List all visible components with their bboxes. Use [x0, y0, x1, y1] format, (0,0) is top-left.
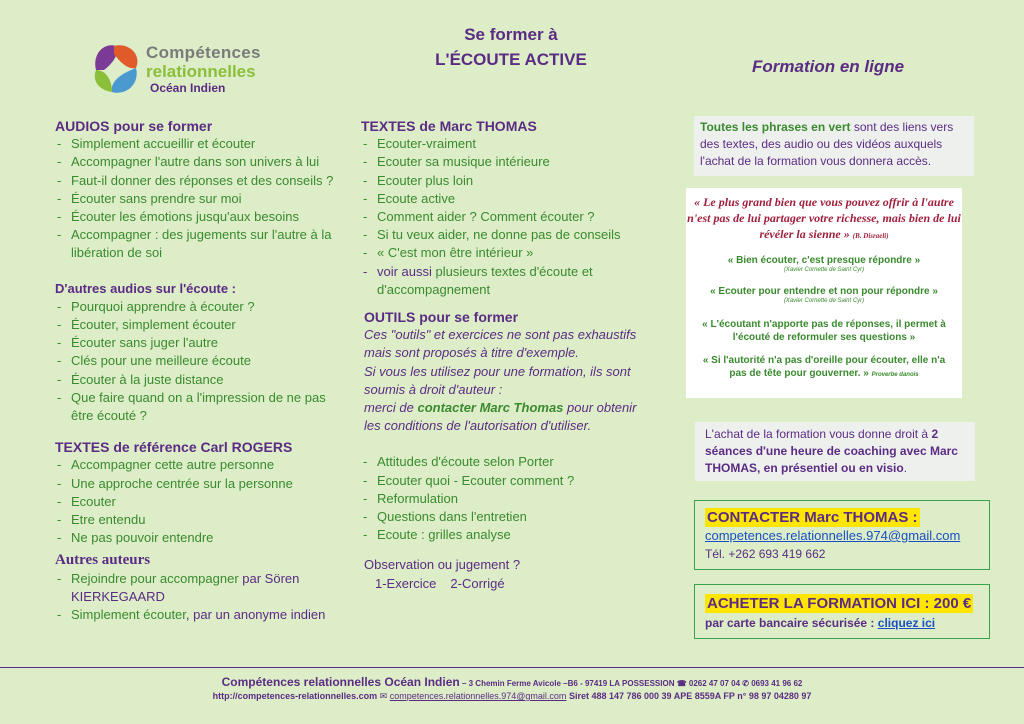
list-item[interactable]: - Faut-il donner des réponses et des conseils ? — [55, 172, 350, 190]
audios-heading: AUDIOS pour se former — [55, 118, 213, 134]
outils-list — [361, 453, 646, 544]
list-item[interactable]: - Ecoute : grilles analyse — [361, 526, 646, 544]
list-item — [55, 570, 350, 606]
quote-2-source: (Xavier Cornette de Saint Cyr) — [783, 267, 865, 273]
mail-icon: ✉ — [377, 691, 390, 701]
autres-list — [55, 570, 350, 625]
list-item[interactable]: - Ne pas pouvoir entendre — [55, 529, 350, 547]
exercises — [375, 575, 646, 593]
title-line-1: Se former à — [464, 25, 558, 44]
quote-1-text: « Le plus grand bien que vous pouvez offrir à l'autre n'est pas de lui partager votre richesse, mais bien de lui révéler la sienne » — [687, 195, 961, 241]
list-item[interactable]: - Pourquoi apprendre à écouter ? — [55, 298, 350, 316]
buy-link[interactable]: cliquez ici — [877, 616, 936, 630]
left-column — [55, 117, 350, 624]
outils-p2: Si vous les utilisez pour une formation, ils sont soumis à droit d'auteur : — [364, 363, 631, 397]
contact-phone: Tél. +262 693 419 662 — [705, 547, 826, 561]
quote-3-source: (Xavier Cornette de Saint Cyr) — [783, 298, 865, 304]
autres-link-2[interactable]: Simplement écouter — [71, 607, 186, 623]
contact-email-link[interactable]: competences.relationnelles.974@gmail.com — [705, 528, 961, 543]
footer-org: Compétences relationnelles Océan Indien — [221, 675, 460, 689]
list-item[interactable]: - Écouter, simplement écouter — [55, 316, 350, 334]
observation-label: Observation ou jugement ? — [364, 557, 521, 573]
page-title — [380, 22, 642, 72]
list-item[interactable]: - Ecouter sa musique intérieure — [361, 153, 646, 171]
footer-legal: Siret 488 147 786 000 39 APE 8559A FP n° 98 97 04280 97 — [566, 691, 812, 701]
quote-5-source: Proverbe danois — [871, 372, 919, 378]
outils-p3-c: pour obtenir les conditions de l'autorisation d'utiliser. — [364, 400, 637, 434]
outils-heading: OUTILS pour se former — [364, 309, 519, 326]
rogers-list — [55, 456, 350, 547]
logo-text-3: Océan Indien — [150, 81, 226, 95]
footer-line-2 — [0, 691, 1024, 702]
list-item[interactable]: - Ecouter — [55, 493, 350, 511]
footer-line-1 — [0, 675, 1024, 689]
list-item[interactable]: - Clés pour une meilleure écoute — [55, 352, 350, 370]
outils-p3 — [364, 399, 646, 435]
list-item[interactable]: - Etre entendu — [55, 511, 350, 529]
list-item[interactable]: - Accompagner cette autre personne — [55, 456, 350, 474]
buy-box — [694, 584, 990, 639]
audios-list — [55, 135, 350, 262]
info-box — [694, 116, 974, 176]
logo — [90, 40, 290, 100]
list-item[interactable]: - Écouter les émotions jusqu'aux besoins — [55, 208, 350, 226]
achat-box: L'achat de la formation vous donne droit à 2 séances d'une heure de coaching avec Marc THOMAS, en présentiel ou en visio. — [695, 422, 975, 481]
list-item — [361, 263, 646, 299]
outils-p1: Ces "outils" et exercices ne sont pas exhaustifs mais sont proposés à titre d'exemple. — [364, 327, 637, 361]
list-item[interactable]: - Si tu veux aider, ne donne pas de conseils — [361, 226, 646, 244]
logo-text-1: Compétences — [146, 43, 261, 62]
list-item[interactable]: - Que faire quand on a l'impression de ne pas être écouté ? — [55, 389, 350, 425]
outils-p3-a: merci de — [364, 400, 418, 416]
buy-title: ACHETER LA FORMATION ICI : 200 € — [707, 595, 972, 612]
footer-divider — [0, 667, 1024, 668]
list-item — [55, 606, 350, 624]
voir-aussi-link[interactable]: plusieurs textes d'écoute et d'accompagnement — [377, 263, 593, 297]
corrige-link[interactable]: 2-Corrigé — [450, 575, 505, 591]
quote-4: « L'écoutant n'apporte pas de réponses, il permet à l'écouté de reformuler ses questions » — [702, 319, 946, 343]
buy-text: par carte bancaire sécurisée : — [705, 616, 878, 630]
middle-column — [361, 117, 646, 593]
rogers-heading: TEXTES de référence Carl ROGERS — [55, 439, 293, 456]
other-audios-list — [55, 298, 350, 425]
list-item[interactable]: - Questions dans l'entretien — [361, 508, 646, 526]
contact-title: CONTACTER Marc THOMAS : — [707, 509, 918, 526]
autres-heading: Autres auteurs — [55, 552, 151, 569]
list-item[interactable]: - Ecouter plus loin — [361, 172, 646, 190]
quote-2: « Bien écouter, c'est presque répondre » — [727, 255, 921, 266]
logo-mark-icon — [90, 40, 144, 98]
title-line-2: L'ÉCOUTE ACTIVE — [435, 50, 587, 69]
list-item[interactable]: - Ecouter-vraiment — [361, 135, 646, 153]
list-item[interactable]: - Ecoute active — [361, 190, 646, 208]
list-item[interactable]: - Reformulation — [361, 490, 646, 508]
list-item[interactable]: - Accompagner l'autre dans son univers à lui — [55, 153, 350, 171]
quote-5 — [686, 354, 962, 382]
info-green: Toutes les phrases en vert — [700, 120, 851, 134]
quote-1-source: (B. Disraeli) — [852, 232, 889, 240]
list-item[interactable]: - Attitudes d'écoute selon Porter — [361, 453, 646, 471]
thomas-list — [361, 135, 646, 299]
autres-author-2: , par un anonyme indien — [185, 607, 326, 623]
list-item[interactable]: - Écouter sans prendre sur moi — [55, 190, 350, 208]
autres-author-1: par Sören KIERKEGAARD — [71, 570, 300, 604]
voir-aussi-label: voir aussi — [377, 263, 436, 279]
list-item[interactable]: - Simplement accueillir et écouter — [55, 135, 350, 153]
achat-text: L'achat de la formation vous donne droit à — [705, 427, 932, 441]
list-item[interactable]: - Une approche centrée sur la personne — [55, 475, 350, 493]
quotes-box — [686, 188, 962, 398]
list-item[interactable]: - « C'est mon être intérieur » — [361, 244, 646, 262]
list-item[interactable]: - Comment aider ? Comment écouter ? — [361, 208, 646, 226]
footer-address: – 3 Chemin Ferme Avicole –B6 - 97419 LA POSSESSION ☎ 0262 47 07 04 ✆ 0693 41 96 62 — [459, 679, 803, 688]
contact-box — [694, 500, 990, 570]
quote-5-text: « Si l'autorité n'a pas d'oreille pour écouter, elle n'a pas de tête pour gouverner. » — [702, 355, 946, 379]
other-audios-heading: D'autres audios sur l'écoute : — [55, 280, 237, 296]
thomas-heading: TEXTES de Marc THOMAS — [361, 118, 537, 134]
quote-1 — [686, 194, 962, 244]
achat-bold: 2 séances d'une heure de coaching avec Marc THOMAS, en présentiel ou en visio — [705, 427, 958, 475]
logo-text-2: relationnelles — [146, 62, 256, 81]
autres-link-1[interactable]: Rejoindre pour accompagner — [71, 570, 239, 586]
footer-email-link[interactable]: competences.relationnelles.974@gmail.com — [389, 691, 567, 701]
list-item[interactable]: - Écouter sans juger l'autre — [55, 334, 350, 352]
list-item[interactable]: - Écouter à la juste distance — [55, 371, 350, 389]
exercice-link[interactable]: 1-Exercice — [375, 575, 437, 591]
footer-website-link[interactable]: http://competences-relationnelles.com — [212, 691, 378, 701]
formation-en-ligne: Formation en ligne — [752, 57, 905, 76]
list-item[interactable]: - Accompagner : des jugements sur l'autre à la libération de soi — [55, 226, 350, 262]
contacter-link[interactable]: contacter Marc Thomas — [417, 400, 564, 416]
list-item[interactable]: - Ecouter quoi - Ecouter comment ? — [361, 472, 646, 490]
quote-3: « Ecouter pour entendre et non pour répondre » — [710, 286, 938, 297]
info-text: sont des liens vers des textes, des audio ou des vidéos auxquels l'achat de la formation vous donnera accès. — [700, 120, 954, 168]
